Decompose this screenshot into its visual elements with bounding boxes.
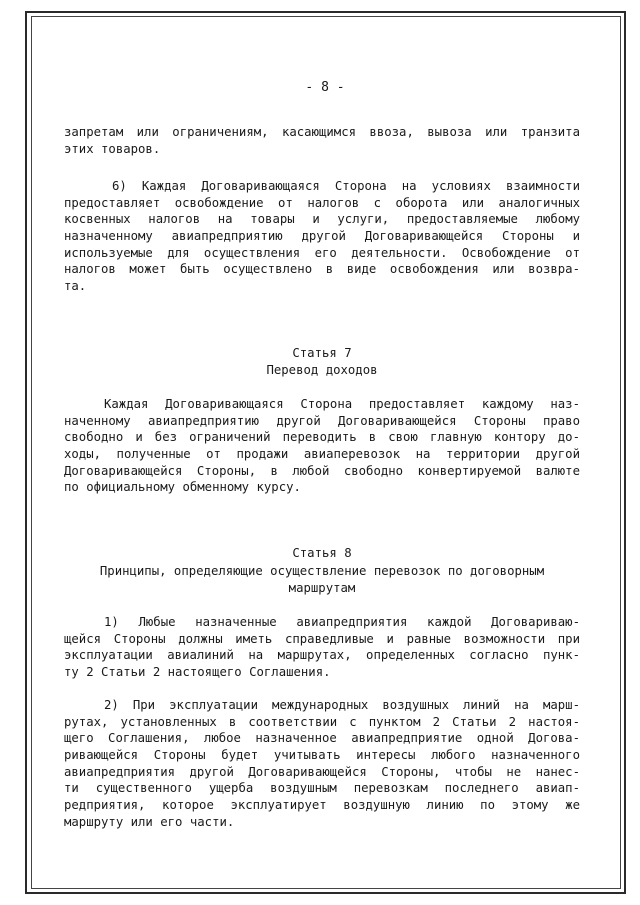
text-line: свободно и без ограничений переводить в свою главную контору до-	[64, 430, 580, 445]
text-line: редприятия, которое эксплуатирует воздушную линию по этому же	[64, 798, 580, 813]
paragraph-6	[64, 178, 580, 295]
article-7-title: Перевод доходов	[266, 363, 378, 377]
text-line: косвенных налогов на товары и услуги, предоставляемые любому	[64, 212, 580, 227]
text-line: по официальному обменному курсу.	[64, 480, 301, 495]
text-line: ти существенного ущерба воздушным перевозкам последнего авиап-	[64, 781, 580, 796]
text-line: рутах, установленных в соответствии с пунктом 2 Статьи 2 настоя-	[64, 714, 580, 729]
paragraph-continuation	[64, 124, 580, 157]
text-line: щейся Стороны должны иметь справедливые и равные возможности при	[64, 631, 580, 646]
text-line: предоставляет освобождение от налогов с оборота или аналогичных	[64, 195, 580, 210]
article-8-title-line-1: Принципы, определяющие осуществление перевозок по договорным	[99, 564, 545, 578]
text-line: авиапредприятия другой Договаривающейся Стороны, чтобы не нанес-	[64, 764, 580, 779]
text-line: 6) Каждая Договаривающаяся Сторона на условиях взаимности	[112, 179, 580, 193]
article-7-number: Статья 7	[292, 346, 352, 360]
text-line: назначенному авиапредприятию другой Договаривающейся Стороны и	[64, 229, 580, 244]
text-line: ходы, полученные от продажи авиаперевозок на территории другой	[64, 447, 580, 462]
article-8-paragraph-2	[64, 697, 580, 831]
article-8-number: Статья 8	[292, 546, 352, 560]
text-line: Договаривающейся Стороны, в любой свободно конвертируемой валюте	[64, 463, 580, 478]
text-line: используемые для осуществления его деятельности. Освобождение от	[64, 245, 580, 260]
text-line: Каждая Договаривающаяся Сторона предоставляет каждому наз-	[104, 397, 580, 411]
article-8-title-line-2: маршрутам	[288, 581, 356, 595]
text-line: маршруту или его части.	[64, 814, 235, 829]
text-line: этих товаров.	[64, 141, 161, 156]
text-line: запретам или ограничениям, касающимся ввоза, вывоза или транзита	[64, 125, 580, 139]
page-number: - 8 -	[305, 80, 345, 95]
text-line: эксплуатации авиалиний на маршрутах, определенных согласно пунк-	[64, 648, 580, 663]
text-line: налогов может быть осуществлено в виде освобождения или возвра-	[64, 262, 580, 277]
text-line: ту 2 Статьи 2 настоящего Соглашения.	[64, 665, 331, 680]
text-line: наченному авиапредприятию другой Договаривающейся Стороны право	[64, 413, 580, 428]
article-8-paragraph-1	[64, 614, 580, 681]
text-line: та.	[64, 279, 87, 294]
text-line: 2) При эксплуатации международных воздушных линий на марш-	[104, 698, 580, 712]
text-line: ривающейся Стороны будет учитывать интересы любого назначенного	[64, 748, 580, 763]
text-line: щего Соглашения, любое назначенное авиапредприятие одной Догова-	[64, 731, 580, 746]
text-line: 1) Любые назначенные авиапредприятия каждой Договариваю-	[104, 615, 580, 629]
article-7-body	[64, 396, 580, 496]
